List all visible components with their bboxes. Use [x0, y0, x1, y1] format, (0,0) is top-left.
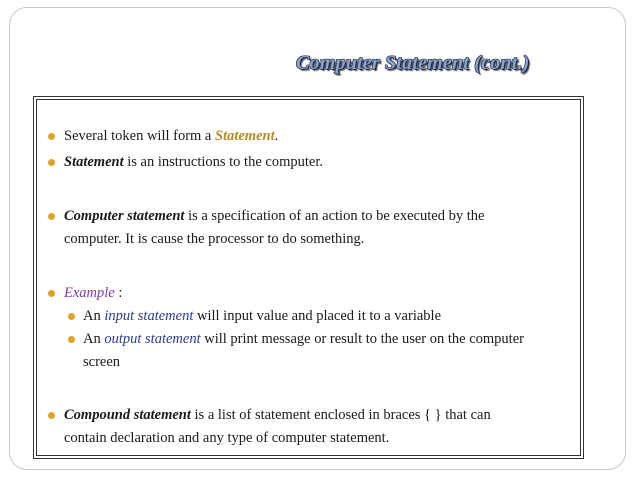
slide-title: Computer Statement (cont.) [296, 52, 530, 74]
sub-bullet-output-statement-cont: screen [83, 354, 121, 370]
bullet-token-statement [64, 128, 278, 145]
bullet-computer-statement [64, 208, 484, 225]
sub-bullet-icon [68, 336, 75, 343]
text: An [83, 308, 105, 324]
content-border-inner [36, 99, 581, 456]
bullet-compound-statement [64, 407, 491, 424]
text: : [114, 285, 123, 301]
bullet-icon [48, 412, 55, 419]
bullet-icon [48, 213, 55, 220]
input-statement-term: input statement [104, 308, 194, 324]
bullet-statement-definition [64, 154, 323, 171]
bullet-icon [48, 133, 55, 140]
bullet-computer-statement-cont: computer. It is cause the processor to do something. [64, 231, 365, 247]
text: Several token will form a [64, 128, 215, 144]
example-term: Example [64, 285, 115, 301]
statement-term: Statement [215, 128, 275, 144]
text: . [274, 128, 279, 144]
sub-bullet-input-statement [83, 308, 441, 325]
text: An [83, 331, 105, 347]
text: will print message or result to the user on the computer [200, 331, 524, 347]
bullet-icon [48, 290, 55, 297]
bullet-icon [48, 159, 55, 166]
statement-term: Statement [64, 154, 124, 170]
text: is a list of statement enclosed in braces { } that can [190, 407, 491, 423]
sub-bullet-icon [68, 313, 75, 320]
compound-statement-term: Compound statement [64, 407, 191, 423]
computer-statement-term: Computer statement [64, 208, 185, 224]
text: is a specification of an action to be executed by the [184, 208, 485, 224]
output-statement-term: output statement [104, 331, 201, 347]
text: is an instructions to the computer. [123, 154, 323, 170]
bullet-example [64, 285, 122, 302]
bullet-compound-statement-cont: contain declaration and any type of computer statement. [64, 430, 390, 446]
sub-bullet-output-statement [83, 331, 524, 348]
text: will input value and placed it to a variable [193, 308, 442, 324]
